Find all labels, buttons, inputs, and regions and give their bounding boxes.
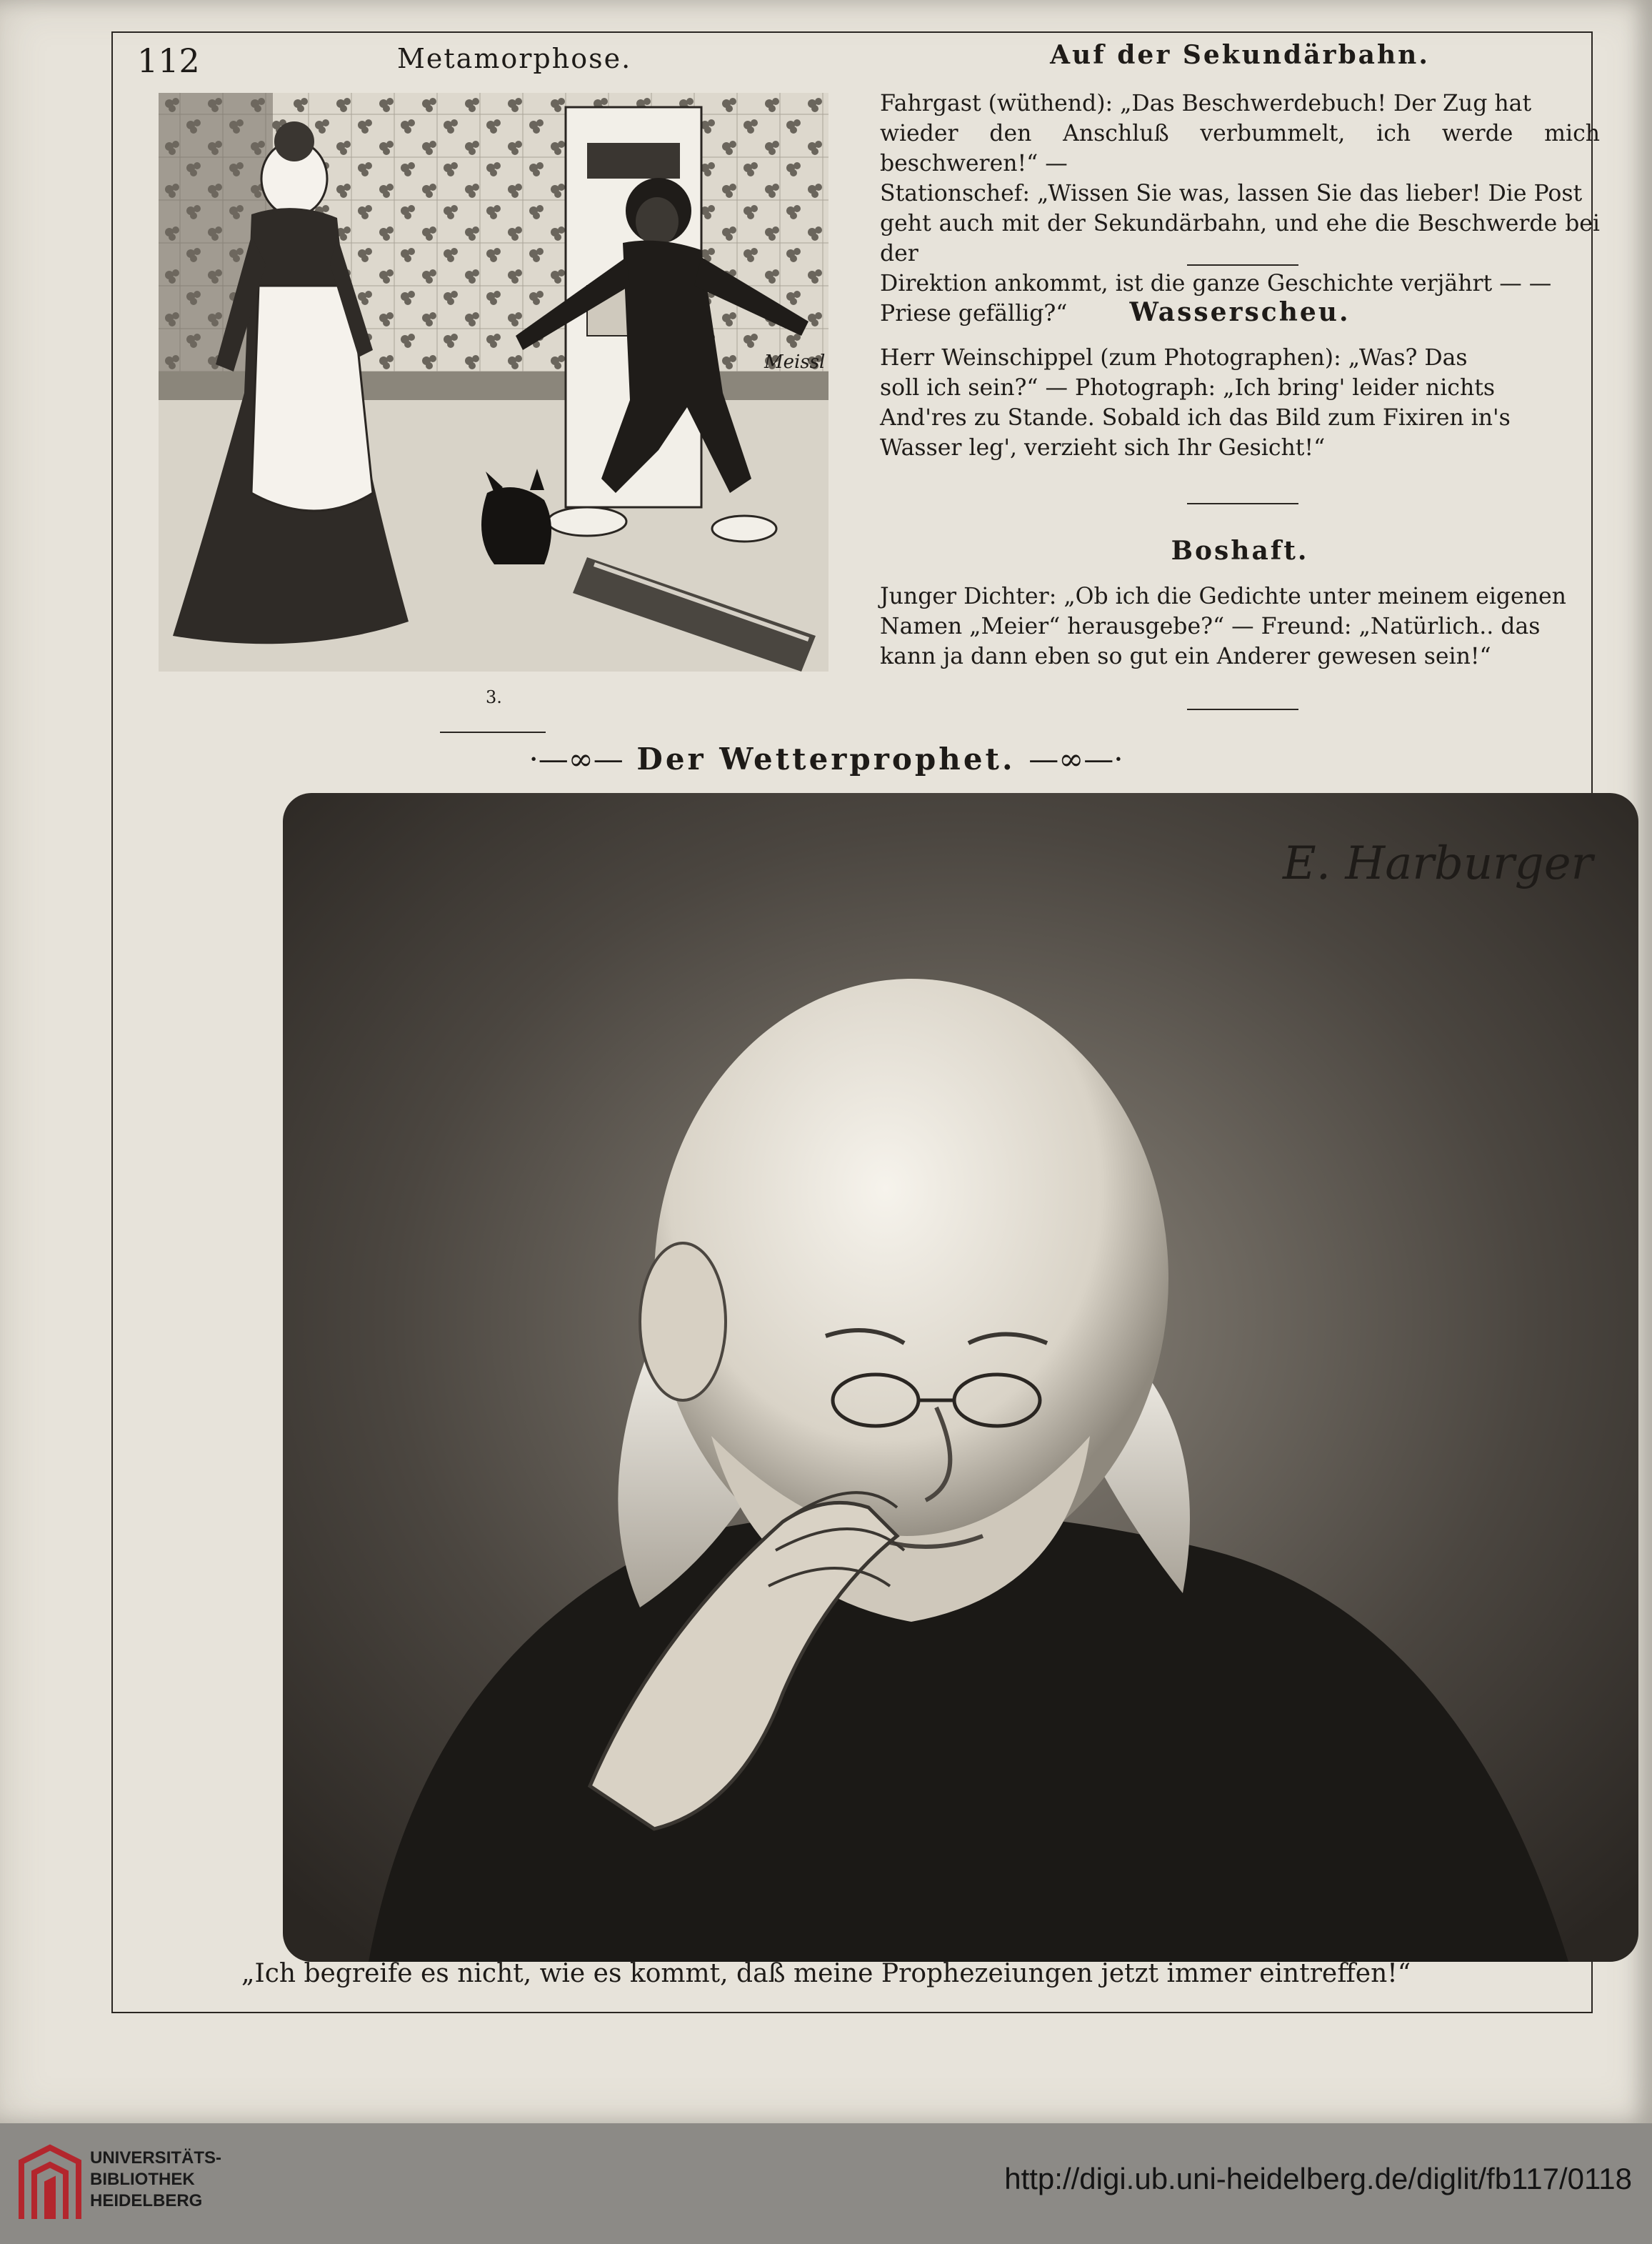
section-text bbox=[880, 582, 1600, 672]
section-text bbox=[880, 89, 1600, 329]
illustration-caption: „Ich begreife es nicht, wie es kommt, daß meine Prophezeiungen jetzt immer eintreffen!“ bbox=[241, 1959, 1411, 1988]
text-line: soll ich sein?“ — Photograph: „Ich bring' leider nichts bbox=[880, 375, 1496, 401]
artist-signature-main: E. Harburger bbox=[1283, 837, 1593, 890]
section-title: Auf der Sekundärbahn. bbox=[1050, 40, 1430, 70]
divider bbox=[1187, 264, 1298, 266]
section-title: Boshaft. bbox=[1171, 536, 1309, 566]
library-logo-icon bbox=[14, 2140, 86, 2226]
library-name-line: BIBLIOTHEK bbox=[90, 2170, 195, 2189]
text-line: Direktion ankommt, ist die ganze Geschichte verjährt — — bbox=[880, 271, 1552, 296]
text-line: Fahrgast (wüthend): „Das Beschwerdebuch! Der Zug hat bbox=[880, 91, 1532, 116]
library-name-line: UNIVERSITÄTS- bbox=[90, 2148, 222, 2168]
wetterprophet-illustration bbox=[283, 793, 1638, 1962]
text-line: Junger Dichter: „Ob ich die Gedichte unter meinem eigenen bbox=[880, 584, 1566, 609]
text-line: wieder den Anschluß verbummelt, ich werde mich beschweren!“ — bbox=[880, 121, 1600, 176]
section-title: Wasserscheu. bbox=[1129, 297, 1351, 327]
main-title-text: Der Wetterprophet. bbox=[636, 742, 1016, 777]
main-title bbox=[0, 742, 1652, 777]
illustration-title: Metamorphose. bbox=[397, 43, 632, 74]
text-line: Priese gefällig?“ bbox=[880, 301, 1068, 326]
metamorphose-illustration bbox=[159, 93, 828, 672]
text-line: Herr Weinschippel (zum Photographen): „Was? Das bbox=[880, 345, 1468, 371]
divider bbox=[1187, 503, 1298, 504]
divider bbox=[1187, 709, 1298, 710]
source-url-link[interactable]: http://digi.ub.uni-heidelberg.de/diglit/fb117/0118 bbox=[1004, 2162, 1632, 2195]
page-number: 112 bbox=[137, 41, 200, 80]
text-line: Namen „Meier“ herausgebe?“ — Freund: „Natürlich.. das bbox=[880, 614, 1541, 639]
text-line: And'res zu Stande. Sobald ich das Bild zum Fixiren in's bbox=[880, 405, 1511, 431]
text-line: Wasser leg', verzieht sich Ihr Gesicht!“ bbox=[880, 435, 1326, 461]
figure-number: 3. bbox=[486, 687, 502, 707]
section-text bbox=[880, 343, 1600, 463]
text-line: Stationschef: „Wissen Sie was, lassen Sie das lieber! Die Post bbox=[880, 181, 1583, 206]
artist-signature-top: Meissl bbox=[764, 351, 826, 373]
divider bbox=[440, 732, 546, 733]
library-name bbox=[90, 2148, 221, 2212]
text-line: kann ja dann eben so gut ein Anderer gewesen sein!“ bbox=[880, 644, 1491, 669]
library-name-line: HEIDELBERG bbox=[90, 2191, 203, 2210]
ornament-right: —∞—· bbox=[1028, 742, 1123, 777]
text-column bbox=[880, 40, 1600, 726]
text-line: geht auch mit der Sekundärbahn, und ehe die Beschwerde bei der bbox=[880, 211, 1600, 266]
ornament-left: ·—∞— bbox=[529, 742, 624, 777]
